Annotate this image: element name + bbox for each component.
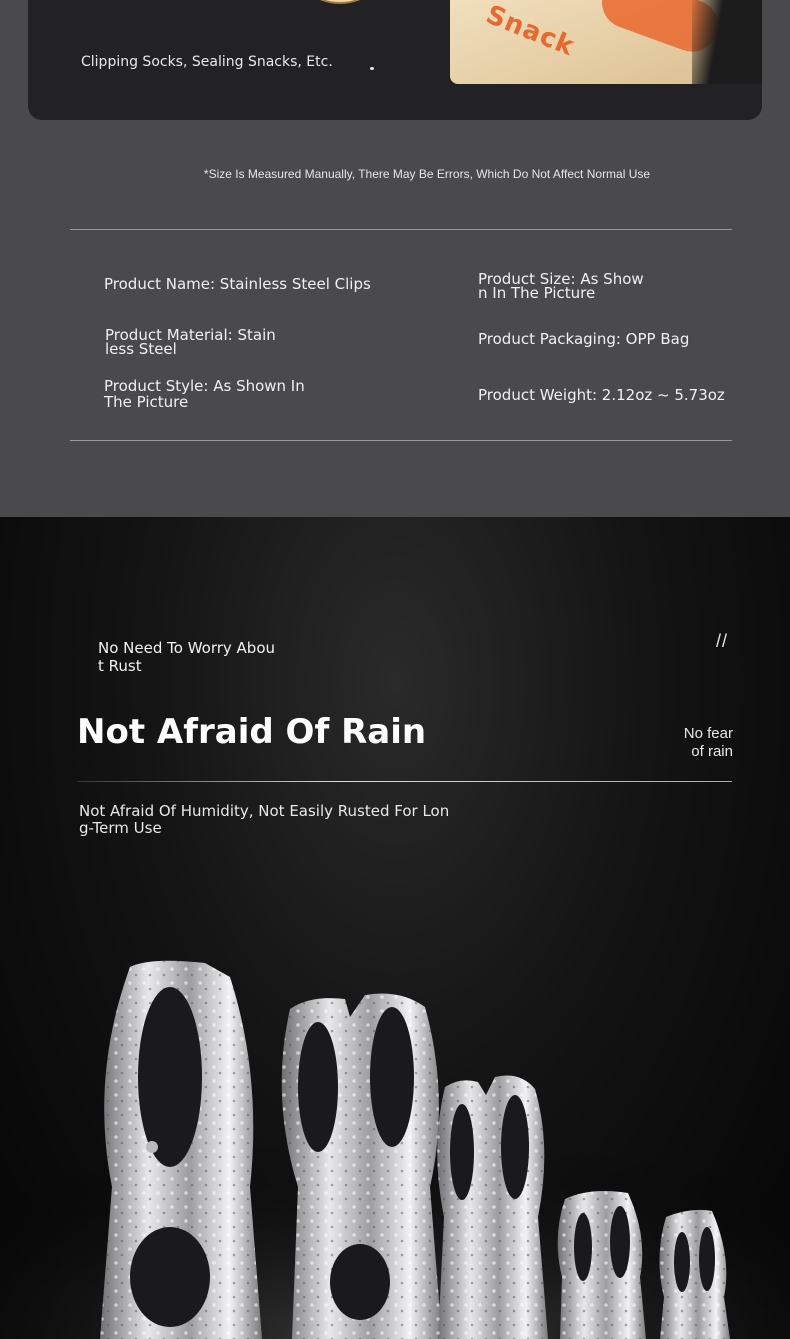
clip-large bbox=[100, 961, 262, 1339]
feature-side-note: No fear of rain bbox=[683, 725, 733, 760]
snack-bag-image bbox=[450, 0, 762, 84]
spec-product-material: Product Material: Stain less Steel bbox=[105, 326, 276, 358]
feature-description: Not Afraid Of Humidity, Not Easily Rusted For Lon g-Term Use bbox=[79, 802, 450, 837]
spec-product-weight: Product Weight: 2.12oz ~ 5.73oz bbox=[478, 386, 725, 404]
spec-product-name: Product Name: Stainless Steel Clips bbox=[104, 275, 371, 293]
wet-clips-image bbox=[0, 937, 790, 1339]
decorative-dot bbox=[370, 67, 374, 70]
spec-product-packaging: Product Packaging: OPP Bag bbox=[478, 330, 690, 348]
clip-medium-1 bbox=[282, 994, 442, 1339]
snack-bag-label: Snack bbox=[481, 0, 579, 63]
round-clip-image bbox=[286, 0, 394, 2]
clip-small-1 bbox=[558, 1191, 646, 1339]
decorative-slashes: // bbox=[716, 631, 729, 651]
feature-headline: Not Afraid Of Rain bbox=[77, 712, 427, 752]
feature-kicker: No Need To Worry Abou t Rust bbox=[98, 639, 276, 675]
usage-caption: Clipping Socks, Sealing Snacks, Etc. bbox=[81, 54, 333, 70]
spec-divider-bottom bbox=[70, 440, 732, 441]
spec-section bbox=[0, 0, 790, 517]
rain-feature-section bbox=[0, 517, 790, 1339]
snack-bag-shadow bbox=[692, 0, 762, 84]
measurement-note: *Size Is Measured Manually, There May Be Errors, Which Do Not Affect Normal Use bbox=[203, 167, 651, 181]
clip-medium-2 bbox=[437, 1076, 548, 1339]
usage-card bbox=[28, 0, 762, 120]
spec-product-size: Product Size: As Show n In The Picture bbox=[478, 270, 644, 302]
spec-product-style: Product Style: As Shown In The Picture bbox=[104, 377, 305, 411]
feature-divider bbox=[77, 781, 732, 782]
spec-divider-top bbox=[70, 229, 732, 230]
